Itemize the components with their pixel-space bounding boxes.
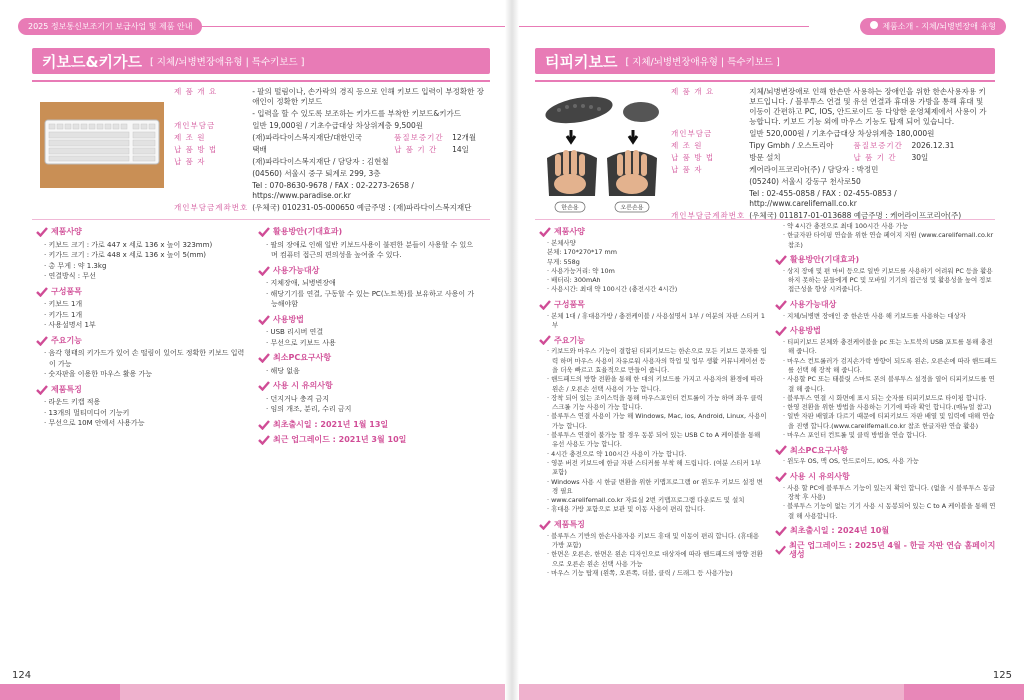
- section-heading-text: 최초출시일 : 2021년 1월 13일: [273, 419, 389, 429]
- list-item: · 한면은 오른손, 한면은 왼손 디자인으로 대상자에 따라 핸드패드의 방향 전환으로 오른손 왼손 선택 사용 가능: [547, 550, 763, 568]
- info-value: Tipy Gmbh / 오스트리아: [749, 141, 834, 150]
- checkmark-icon: [775, 526, 787, 536]
- list-item: · 한글자판 타이핑 연습을 위한 연습 페이지 지원 (www.carelifemall.co.kr 참조): [783, 231, 994, 249]
- right-column-2: [775, 222, 997, 561]
- list-item: · 사용설명서 1부: [44, 321, 96, 329]
- product-category: [ 지체/뇌병변장애유형 | 특수키보드 ]: [150, 57, 305, 68]
- right-column-1: [539, 222, 767, 578]
- info-label: [669, 188, 747, 210]
- list-item: · 블루투스 기반의 한손사용자용 키보드 휴대 및 이동이 편리 합니다. (휴대용 가방 포함): [547, 531, 760, 550]
- list-item: · 해당 없음: [266, 366, 300, 375]
- checkmark-icon: [539, 335, 551, 345]
- section-heading-text: 구성품목: [51, 286, 82, 296]
- header-right-title: [860, 18, 1006, 35]
- section-heading-text: 사용 시 유의사항: [273, 381, 333, 390]
- checkmark-icon: [539, 227, 551, 237]
- list-item: · 키보드 1개: [44, 300, 83, 308]
- left-column-1: [36, 222, 250, 429]
- checkmark-icon: [36, 287, 48, 297]
- info-value: (우체국) 010231-05-000650 예금주명 : (재)파라다이스복지재단: [252, 203, 472, 212]
- info-label: 개인부담금: [174, 121, 216, 130]
- section-heading-text: 제품사양: [51, 227, 82, 236]
- list-item: · 본체사양: [547, 239, 576, 247]
- checkmark-icon: [36, 385, 48, 395]
- page-left: [0, 0, 505, 700]
- checkmark-icon: [539, 520, 551, 530]
- checkmark-icon: [258, 266, 270, 276]
- section-heading-text: 제품사양: [554, 227, 585, 237]
- section-heading-text: 활용방안(기대효과): [273, 227, 343, 236]
- info-label: 납 품 자: [671, 165, 703, 174]
- checkmark-icon: [36, 227, 48, 237]
- photo-label-right: 오른손용: [620, 204, 644, 212]
- header-right: [860, 16, 1006, 36]
- section-heading: [258, 227, 478, 238]
- checkmark-icon: [258, 227, 270, 237]
- list-item: · 임의 개조, 분리, 수리 금지: [266, 405, 352, 413]
- list-item: · 지체장애, 뇌병변장애: [266, 279, 336, 287]
- info-value: - 입력을 할 수 있도록 보조하는 키가드를 부착한 키보드&키가드: [252, 109, 461, 118]
- info-value: 일반 520,000원 / 기초수급대상 차상위계층 180,000원: [749, 129, 935, 138]
- left-column-2: [258, 222, 478, 448]
- product-photo: [541, 88, 663, 216]
- list-item: · 키보드와 마우스 기능이 결합된 티피키보드는 한손으로 모든 키보드 문자를 입력 하며 마우스 사용이 자유로워 사용자의 학업 및 업무 생활 커뮤니케이션 등을 더욱 빠르고 효율적으로 만들어 줍니다.: [547, 347, 767, 374]
- checkmark-icon: [775, 255, 787, 265]
- section-heading: [539, 227, 767, 237]
- page-right: [519, 0, 1024, 700]
- section-heading: [775, 472, 997, 482]
- product-title: 키보드&키가드: [42, 52, 143, 71]
- checkmark-icon: [539, 300, 551, 310]
- section-heading: [36, 336, 250, 347]
- section-heading: [539, 520, 767, 530]
- info-label: 개인부담금: [671, 129, 713, 138]
- bullet-dot-icon: [870, 21, 878, 29]
- section-heading-text: 사용가능대상: [790, 300, 837, 310]
- list-item: · www.carelifemall.co.kr 자료실 2번 키맵프로그램 다운로드 및 설치: [547, 496, 745, 505]
- list-item: · 핸드패드의 방향 전환을 통해 한 대의 키보드를 가지고 사용자의 환경에 따라 왼손 / 오른손 선택 사용이 가능 합니다.: [547, 375, 763, 393]
- info-value: (우체국) 011817-01-013688 예금주명 : 케어라이프코리아(주): [749, 211, 962, 220]
- list-item: · 한영 전환을 위한 방법을 사용하는 기기에 따라 확인 합니다.(매뉴얼 참고): [783, 403, 992, 412]
- info-value: 30일: [911, 153, 929, 162]
- section-heading: [775, 326, 997, 336]
- section-heading-text: 최소PC요구사항: [790, 445, 849, 455]
- section-heading: [36, 287, 250, 298]
- list-item: · 지체/뇌병변 장애인 중 한손만 사용 해 키보드를 사용하는 대상자: [783, 311, 966, 320]
- section-heading: [36, 385, 250, 396]
- list-item: · 마우스 컨트롤러가 검지손가락 방향이 되도록 왼손, 오른손에 따라 핸드패드를 선택 해 장착 해 줍니다.: [783, 356, 997, 374]
- list-item: · 본체 1대 / 휴대용가방 / 충전케이블 / 사용설명서 1부 / 여분의 자판 스티커 1부: [547, 311, 765, 330]
- info-box: [535, 80, 995, 220]
- header-right-text: 제품소개 - 지체/뇌병변장애 유형: [882, 21, 996, 31]
- product-title-bar: [32, 48, 490, 74]
- list-item: · 키가드 크기 : 가로 448 x 세로 136 x 높이 5(mm): [44, 251, 207, 259]
- list-item: · 블루투스 연결이 불가능 할 경우 동봉 되어 있는 USB C to A 케이블을 통해 유선 사용도 가능 합니다.: [547, 431, 761, 449]
- gutter-shadow: [505, 0, 519, 700]
- section-heading-text: 최근 업그레이드 : 2025년 4월 - 한글 자판 연습 홈페이지 생성: [789, 540, 996, 560]
- list-item: · Windows 사용 시 한글 변환을 위한 키맵프로그램 or 윈도우 키보드 설정 변경 필요: [547, 477, 763, 495]
- info-label: 개인부담금계좌번호: [174, 203, 249, 212]
- list-item: · 블루투스 연결 사용이 가능 해 Windows, Mac, ios, Android, Linux, 사용이 가능 합니다.: [547, 412, 767, 430]
- checkmark-icon: [258, 315, 270, 325]
- info-value: 2026.12.31: [911, 141, 955, 150]
- section-heading-text: 구성품목: [554, 300, 585, 310]
- section-heading-text: 활용방안(기대효과): [790, 255, 860, 265]
- section-heading-text: 최소PC요구사항: [273, 353, 332, 362]
- product-photo: [40, 102, 164, 188]
- info-value: Tel : 02-455-0858 / FAX : 02-455-0853 / http://www.carelifemall.co.kr: [749, 189, 897, 208]
- checkmark-icon: [258, 353, 270, 363]
- header-rule: [519, 26, 809, 27]
- section-heading-text: 제품특징: [51, 384, 82, 394]
- list-item: · USB 리시버 연결: [266, 328, 324, 336]
- section-heading: [258, 353, 478, 364]
- section-heading: [258, 381, 478, 392]
- list-item: · 영문 버전 키보드에 한글 자판 스티커를 부착 해 드립니다. (여분 스티커 1부 포함): [547, 458, 762, 477]
- list-item: · 상지 장애 및 편 마비 등으로 일반 키보드를 사용하기 어려워 PC 등을 활용하지 못하는 분들에게 PC 및 모바일 기기의 접근성 및 활용성을 높여 정보 접근성을 향상 시켜줍니다.: [783, 266, 993, 294]
- checkmark-icon: [775, 300, 787, 310]
- info-value: 14일: [452, 145, 469, 154]
- list-item: · 사용가능거리: 약 10m: [547, 266, 615, 275]
- section-heading: [775, 255, 997, 265]
- section-heading: [775, 300, 997, 310]
- list-item: · 약 4시간 충전으로 최대 100시간 사용 가능: [783, 222, 909, 230]
- info-value: (재)파라다이스복지재단 / 담당자 : 김현철: [252, 157, 389, 166]
- section-heading: [258, 435, 478, 446]
- info-label: [669, 176, 747, 188]
- keyboard-image: [40, 102, 164, 188]
- info-label: 개인부담금계좌번호: [671, 211, 746, 220]
- info-value: (재)파라다이스복지재단/대한민국: [252, 133, 363, 142]
- info-label: 품질보증기간: [853, 141, 903, 150]
- checkmark-icon: [258, 381, 270, 391]
- info-value: - 팔의 떨림이나, 손가락의 경직 등으로 인해 키보드 입력이 부정확한 장애인이 정확한 키보드: [252, 87, 485, 106]
- list-item: · 마우스 기능 탑재 (왼쪽, 오른쪽, 더블, 클릭 / 드래그 등 사용가능): [547, 568, 733, 577]
- list-item: · 해당기기를 연결, 구동할 수 있는 PC(노트북)를 보유하고 사용이 가능해야함: [266, 289, 475, 308]
- list-item: · 키가드 1개: [44, 310, 83, 319]
- checkmark-icon: [258, 435, 270, 445]
- info-label: 납 품 기 간: [394, 145, 438, 154]
- checkmark-icon: [775, 545, 786, 555]
- list-item: · 마우스 포인터 컨트롤 및 클릭 방법을 연습 합니다.: [783, 431, 927, 440]
- header-left-title: 2025 정보통신보조기기 보급사업 및 제품 안내: [18, 18, 202, 35]
- section-heading-text: 최초출시일 : 2024년 10월: [790, 526, 890, 536]
- list-item: · 블루투스 기능이 없는 기기 사용 시 동봉되어 있는 C to A 케이블을 통해 연결 해 사용합니다.: [783, 502, 996, 520]
- page-number-right: 125: [992, 670, 1012, 681]
- list-item: · 윈도우 OS, 맥 OS, 안드로이드, IOS, 사용 가능: [783, 457, 919, 466]
- info-label: 제 조 원: [174, 133, 206, 142]
- list-item: · 무선으로 10M 안에서 사용가능: [44, 419, 145, 427]
- info-label: 납 품 방 법: [671, 153, 715, 162]
- list-item: 무게: 558g: [547, 257, 580, 266]
- list-item: · 던지거나 충격 금지: [266, 394, 329, 403]
- checkmark-icon: [258, 420, 270, 430]
- list-item: · 사용시간: 최대 약 100시간 (충전시간 4시간): [547, 285, 678, 294]
- info-table: [172, 86, 488, 214]
- section-heading: [258, 315, 478, 326]
- list-item: · 팔의 장애로 인해 일반 키보드사용이 불편한 분들이 사용할 수 있으며 컴퓨터 접근의 편의성을 높여줄 수 있다.: [266, 240, 474, 259]
- checkmark-icon: [775, 445, 787, 455]
- info-value: 택배: [252, 145, 267, 154]
- checkmark-icon: [775, 472, 787, 482]
- footer-bar-right: [519, 684, 1024, 700]
- checkmark-icon: [36, 336, 48, 346]
- section-heading-text: 제품특징: [554, 520, 585, 530]
- section-heading: [258, 420, 478, 431]
- info-label: 납 품 자: [174, 157, 206, 166]
- product-title-bar: [535, 48, 995, 74]
- section-heading-text: 사용방법: [790, 326, 821, 336]
- section-heading: [775, 445, 997, 455]
- photo-label-left: 한손용: [561, 204, 579, 212]
- list-item: 본체: 170*270*17 mm: [547, 248, 617, 257]
- section-heading: [775, 526, 997, 536]
- info-value: Tel : 070-8630-9678 / FAX : 02-2273-2658 / https://www.paradise.or.kr: [252, 181, 414, 200]
- list-item: · 블루투스 연결 시 화면에 표시 되는 숫자를 티피키보드로 타이핑 합니다.: [783, 393, 987, 402]
- info-value: (05240) 서울시 강동구 천사로50: [749, 177, 861, 186]
- list-item: · 숫자판을 이용한 마우스 활용 가능: [44, 370, 153, 378]
- list-item: · 티피키보드 본체와 충전케이블을 pc 또는 노트북의 USB 포트를 통해 충전 해 줍니다.: [783, 338, 993, 356]
- info-label: 제 품 개 요: [671, 87, 715, 96]
- info-value: 방문 설치: [749, 153, 781, 162]
- info-label: 납 품 기 간: [853, 153, 897, 162]
- info-label: [172, 180, 250, 202]
- info-label: 제 조 원: [671, 141, 703, 150]
- section-heading-text: 사용가능대상: [273, 265, 320, 275]
- tipy-keyboard-image: [541, 88, 663, 216]
- info-box: [32, 80, 490, 220]
- product-title: 티피키보드: [545, 52, 618, 71]
- section-heading: [258, 266, 478, 277]
- info-value: 케어라이프코리아(주) / 담당자 : 박정민: [749, 165, 879, 174]
- list-item: · 13개의 멀티미디어 기능키: [44, 408, 130, 417]
- section-heading: [539, 300, 767, 310]
- info-label: 제 품 개 요: [174, 87, 218, 96]
- header-left: [18, 16, 202, 36]
- list-item: · 연결방식 : 무선: [44, 272, 96, 280]
- info-label: [172, 108, 250, 120]
- section-heading: [775, 541, 997, 560]
- list-item: · 4시간 충전으로 약 100시간 사용이 가능 합니다.: [547, 449, 687, 458]
- list-item: · 휴대용 가방 포함으로 보관 및 이동 사용이 편리 합니다.: [547, 505, 706, 514]
- list-item: · 무선으로 키보드 사용: [266, 338, 336, 347]
- list-item: · 장착 되어 있는 조이스틱을 통해 마우스포인터 컨트롤이 가능 하며 좌우 클릭 스크롤 기능 사용이 가능 합니다.: [547, 393, 763, 412]
- list-item: · 키보드 크기 : 가로 447 x 세로 136 x 높이 323mm): [44, 240, 213, 249]
- list-item: · 총 무게 : 약 1.3kg: [44, 261, 107, 270]
- footer-bar-left: [0, 684, 505, 700]
- info-value: 지체/뇌병변장애로 인해 한손만 사용하는 장애인을 위한 한손사용자용 키보드입니다. / 블루투스 연결 및 유선 연결과 휴대용 가방을 통해 휴대 및 이동이 간편하고 PC, IOS, 안드로이드 등 다양한 운영체제에서 사용이 가능합니다. 키보드 기능 외에 마우스 기능도 탑재 되어 있습니다.: [749, 87, 987, 126]
- page-number-left: 124: [12, 670, 32, 681]
- section-heading-text: 사용 시 유의사항: [790, 471, 850, 481]
- info-value: 일반 19,000원 / 기초수급대상 차상위계층 9,500원: [252, 121, 424, 130]
- section-heading-text: 주요기능: [554, 335, 585, 345]
- section-heading-text: 최근 업그레이드 : 2021년 3월 10일: [273, 435, 407, 444]
- info-value: (04560) 서울시 중구 퇴계로 299, 3층: [252, 169, 381, 178]
- product-category: [ 지체/뇌병변장애유형 | 특수키보드 ]: [625, 57, 780, 68]
- list-item: · 배터리: 300mAh: [547, 276, 601, 285]
- section-heading-text: 주요기능: [51, 335, 82, 345]
- list-item: · 라운드 키캡 적용: [44, 398, 101, 406]
- info-label: [172, 168, 250, 180]
- list-item: · 사용 할 PC에 블루투스 기능이 있는지 확인 합니다. (없을 시 블루투스 동글 장착 후 사용): [783, 483, 996, 501]
- list-item: · 사용할 PC 또는 태블릿 스마트 폰의 블루투스 설정을 열어 티피키보드를 연결 해 줍니다.: [783, 375, 995, 393]
- section-heading-text: 사용방법: [273, 314, 304, 324]
- section-heading: [539, 335, 767, 345]
- checkmark-icon: [775, 326, 787, 336]
- header-rule: [200, 26, 505, 27]
- section-heading: [36, 227, 250, 238]
- info-value: 12개월: [452, 133, 477, 142]
- info-table: [669, 86, 993, 222]
- list-item: · 일반 자판 배열과 다르기 때문에 티피키보드 자판 배열 및 입력에 대해 연습을 진행 합니다.(www.carelifemall.co.kr 참조 한글자판 연습 활용): [783, 412, 995, 430]
- info-label: 납 품 방 법: [174, 145, 218, 154]
- info-label: 품질보증기간: [394, 133, 444, 142]
- list-item: · 음각 형태의 키가드가 있어 손 떨림이 있어도 정확한 키보드 입력이 가능: [44, 349, 245, 368]
